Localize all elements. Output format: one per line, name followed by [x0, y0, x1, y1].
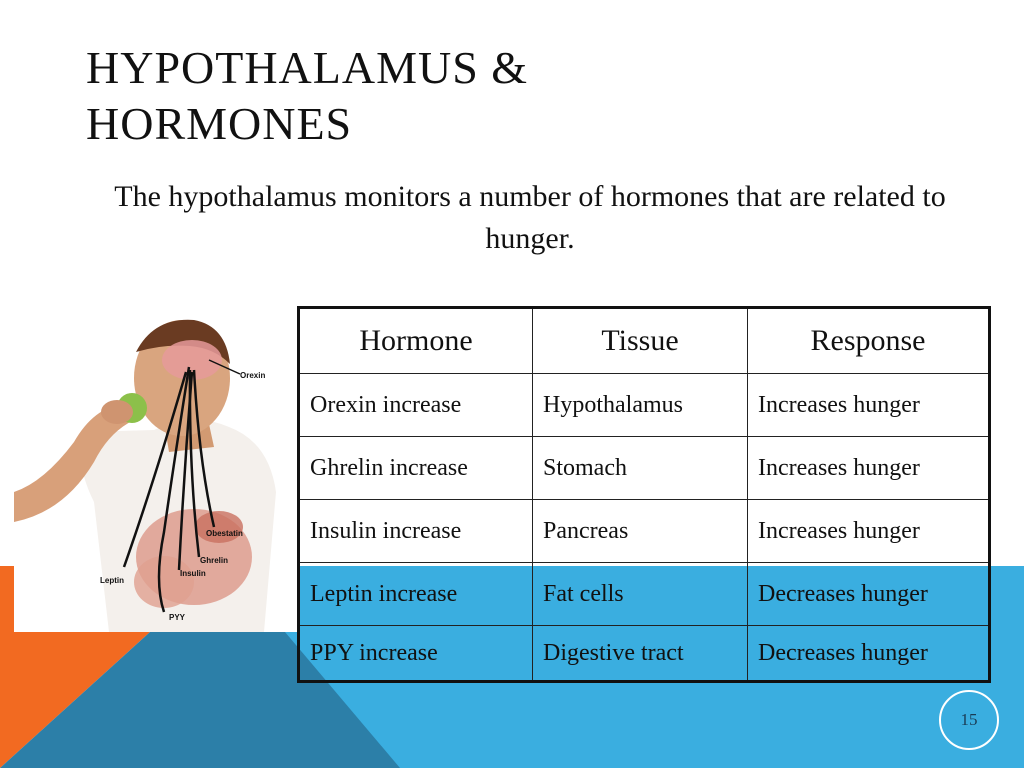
- table-row: [299, 437, 990, 500]
- table-row: [299, 563, 990, 626]
- tissue-cell: Fat cells: [533, 563, 748, 626]
- slide-title: HYPOTHALAMUS & HORMONES: [86, 42, 529, 149]
- hormone-table: [297, 306, 991, 683]
- insulin-label: Insulin: [180, 569, 206, 578]
- response-cell: Decreases hunger: [748, 626, 990, 682]
- hormone-cell: PPY increase: [299, 626, 533, 682]
- table-row: [299, 626, 990, 682]
- hunger-hormones-illustration: [14, 312, 284, 632]
- hormone-cell: Orexin increase: [299, 374, 533, 437]
- hormone-cell: Ghrelin increase: [299, 437, 533, 500]
- person-eating-apple-image: [14, 312, 284, 632]
- ghrelin-label: Ghrelin: [200, 556, 229, 565]
- tissue-cell: Pancreas: [533, 500, 748, 563]
- response-cell: Increases hunger: [748, 374, 990, 437]
- response-cell: Decreases hunger: [748, 563, 990, 626]
- table-header-row: [299, 308, 990, 374]
- pyy-label: PYY: [169, 613, 186, 622]
- leptin-label: Leptin: [100, 576, 124, 585]
- response-cell: Increases hunger: [748, 500, 990, 563]
- hormone-cell: Leptin increase: [299, 563, 533, 626]
- column-header-tissue: Tissue: [533, 308, 748, 374]
- response-cell: Increases hunger: [748, 437, 990, 500]
- column-header-response: Response: [748, 308, 990, 374]
- column-header-hormone: Hormone: [299, 308, 533, 374]
- tissue-cell: Hypothalamus: [533, 374, 748, 437]
- obestatin-label: Obestatin: [206, 529, 243, 538]
- slide-subtitle: The hypothalamus monitors a number of hormones that are related to hunger.: [114, 180, 946, 255]
- tissue-cell: Stomach: [533, 437, 748, 500]
- hormone-cell: Insulin increase: [299, 500, 533, 563]
- orexin-label: Orexin: [240, 371, 266, 380]
- table-row: [299, 374, 990, 437]
- tissue-cell: Digestive tract: [533, 626, 748, 682]
- table-row: [299, 500, 990, 563]
- slide-number: 15: [939, 690, 999, 750]
